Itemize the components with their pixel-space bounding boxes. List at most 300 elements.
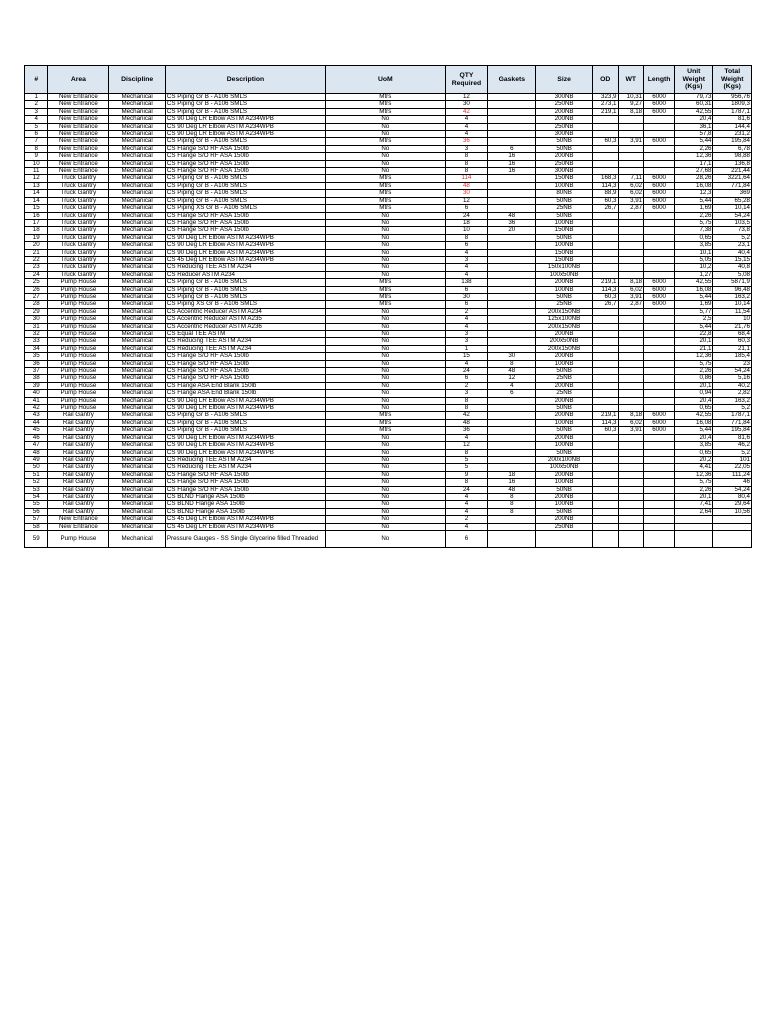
cell-size: 100NB	[536, 360, 593, 367]
cell-discipline: Mechanical	[109, 301, 166, 308]
cell-qty: 6	[445, 242, 488, 249]
cell-area: Pump House	[48, 390, 109, 397]
cell-wt	[618, 516, 644, 523]
cell-gaskets: 16	[488, 153, 536, 160]
cell-size: 200NB	[536, 516, 593, 523]
col-header-number: #	[25, 66, 48, 94]
cell-gaskets: 8	[488, 493, 536, 500]
cell-qty: 2	[445, 308, 488, 315]
cell-area: Truck Gantry	[48, 182, 109, 189]
cell-length	[644, 368, 675, 375]
table-row	[25, 101, 752, 108]
cell-size: 50NB	[536, 508, 593, 515]
cell-uom: Mtrs	[326, 293, 446, 300]
cell-unit-weight: 12,36	[675, 471, 713, 478]
cell-description: CS Reducing TEE ASTM A234	[165, 264, 325, 271]
cell-od	[592, 131, 618, 138]
cell-od	[592, 353, 618, 360]
cell-size: 200x150NB	[536, 323, 593, 330]
cell-od: 273,1	[592, 101, 618, 108]
cell-qty: 24	[445, 368, 488, 375]
cell-qty: 24	[445, 212, 488, 219]
cell-od	[592, 434, 618, 441]
cell-description: CS Flange ASA End Blank 150lb	[165, 382, 325, 389]
cell-wt: 8,18	[618, 108, 644, 115]
cell-uom: No	[326, 212, 446, 219]
cell-size: 200NB	[536, 493, 593, 500]
cell-length	[644, 160, 675, 167]
cell-gaskets: 6	[488, 145, 536, 152]
cell-length	[644, 212, 675, 219]
cell-size: 50NB	[536, 138, 593, 145]
cell-number: 5	[25, 123, 48, 130]
cell-description: CS Piping Gr B - A106 SMLS	[165, 190, 325, 197]
cell-size: 50NB	[536, 145, 593, 152]
cell-qty: 30	[445, 101, 488, 108]
table-row	[25, 212, 752, 219]
cell-description: CS Piping XS Gr B - A106 SMLS	[165, 205, 325, 212]
cell-od	[592, 116, 618, 123]
cell-discipline: Mechanical	[109, 434, 166, 441]
cell-uom: No	[326, 434, 446, 441]
cell-total-weight: 46	[713, 479, 752, 486]
cell-uom: No	[326, 168, 446, 175]
cell-number: 1	[25, 94, 48, 101]
cell-discipline: Mechanical	[109, 464, 166, 471]
cell-gaskets	[488, 427, 536, 434]
cell-od	[592, 397, 618, 404]
cell-wt	[618, 523, 644, 530]
cell-number: 57	[25, 516, 48, 523]
cell-length: 6000	[644, 175, 675, 182]
cell-total-weight: 1787,1	[713, 412, 752, 419]
cell-length	[644, 442, 675, 449]
cell-total-weight: 54,24	[713, 486, 752, 493]
cell-od	[592, 486, 618, 493]
cell-length	[644, 405, 675, 412]
table-row	[25, 108, 752, 115]
cell-number: 52	[25, 479, 48, 486]
cell-area: Truck Gantry	[48, 205, 109, 212]
cell-uom: No	[326, 264, 446, 271]
cell-number: 14	[25, 197, 48, 204]
table-row	[25, 94, 752, 101]
cell-uom: No	[326, 353, 446, 360]
cell-size: 150NB	[536, 227, 593, 234]
cell-number: 27	[25, 293, 48, 300]
cell-wt	[618, 508, 644, 515]
table-row	[25, 434, 752, 441]
cell-length	[644, 308, 675, 315]
cell-length	[644, 493, 675, 500]
table-row	[25, 286, 752, 293]
cell-number: 17	[25, 219, 48, 226]
cell-od	[592, 493, 618, 500]
cell-wt: 6,02	[618, 286, 644, 293]
cell-size: 300NB	[536, 131, 593, 138]
cell-unit-weight: 1,69	[675, 205, 713, 212]
cell-uom: Mtrs	[326, 182, 446, 189]
cell-unit-weight: 3,85	[675, 242, 713, 249]
cell-od: 219,1	[592, 412, 618, 419]
cell-size: 200NB	[536, 116, 593, 123]
cell-number: 2	[25, 101, 48, 108]
table-row	[25, 160, 752, 167]
cell-length	[644, 264, 675, 271]
cell-discipline: Mechanical	[109, 160, 166, 167]
cell-size: 200NB	[536, 353, 593, 360]
cell-length: 6000	[644, 412, 675, 419]
cell-gaskets	[488, 442, 536, 449]
cell-unit-weight: 21,1	[675, 345, 713, 352]
cell-od	[592, 479, 618, 486]
cell-od: 26,7	[592, 301, 618, 308]
cell-qty: 30	[445, 190, 488, 197]
table-row	[25, 449, 752, 456]
cell-gaskets	[488, 242, 536, 249]
cell-wt	[618, 153, 644, 160]
cell-total-weight: 73,8	[713, 227, 752, 234]
cell-length	[644, 234, 675, 241]
cell-description: CS BLND Flange ASA 150lb	[165, 493, 325, 500]
cell-unit-weight: 1,69	[675, 301, 713, 308]
cell-description: CS 45 Deg LR Elbow ASTM A234WPB	[165, 256, 325, 263]
cell-length: 6000	[644, 286, 675, 293]
cell-wt	[618, 242, 644, 249]
cell-wt	[618, 345, 644, 352]
table-row	[25, 116, 752, 123]
cell-unit-weight: 16,08	[675, 286, 713, 293]
table-row	[25, 486, 752, 493]
cell-description: CS Reducing TEE ASTM A234	[165, 338, 325, 345]
cell-size: 200x150NB	[536, 345, 593, 352]
cell-qty: 4	[445, 360, 488, 367]
cell-area: Rail Gantry	[48, 486, 109, 493]
table-row	[25, 375, 752, 382]
cell-wt	[618, 160, 644, 167]
cell-description: CS Flange ASA End Blank 150lb	[165, 390, 325, 397]
cell-size: 200NB	[536, 434, 593, 441]
cell-unit-weight: 12,36	[675, 153, 713, 160]
cell-unit-weight: 5,75	[675, 219, 713, 226]
table-row	[25, 271, 752, 278]
cell-number: 19	[25, 234, 48, 241]
cell-area: Truck Gantry	[48, 175, 109, 182]
cell-wt: 3,91	[618, 197, 644, 204]
cell-size: 100NB	[536, 479, 593, 486]
cell-wt	[618, 131, 644, 138]
cell-unit-weight: 3,85	[675, 442, 713, 449]
cell-number: 4	[25, 116, 48, 123]
cell-number: 31	[25, 323, 48, 330]
cell-length	[644, 323, 675, 330]
cell-qty: 8	[445, 405, 488, 412]
table-row	[25, 419, 752, 426]
cell-unit-weight: 22,8	[675, 331, 713, 338]
cell-gaskets	[488, 464, 536, 471]
cell-discipline: Mechanical	[109, 108, 166, 115]
cell-length	[644, 249, 675, 256]
cell-unit-weight: 0,94	[675, 390, 713, 397]
cell-unit-weight: 1,27	[675, 271, 713, 278]
cell-gaskets	[488, 138, 536, 145]
cell-wt	[618, 323, 644, 330]
cell-length	[644, 271, 675, 278]
cell-number: 26	[25, 286, 48, 293]
cell-gaskets	[488, 108, 536, 115]
cell-total-weight: 221,44	[713, 168, 752, 175]
cell-area: Pump House	[48, 279, 109, 286]
cell-total-weight: 144,4	[713, 123, 752, 130]
cell-od	[592, 123, 618, 130]
cell-number: 53	[25, 486, 48, 493]
cell-total-weight: 22,05	[713, 464, 752, 471]
cell-gaskets	[488, 345, 536, 352]
cell-uom: No	[326, 486, 446, 493]
cell-number: 20	[25, 242, 48, 249]
cell-wt	[618, 234, 644, 241]
cell-description: CS 90 Deg LR Elbow ASTM A234WPB	[165, 449, 325, 456]
cell-wt	[618, 456, 644, 463]
cell-description: CS Reducing TEE ASTM A234	[165, 456, 325, 463]
cell-gaskets	[488, 301, 536, 308]
cell-qty: 4	[445, 131, 488, 138]
cell-total-weight: 5,2	[713, 405, 752, 412]
cell-total-weight: 771,84	[713, 419, 752, 426]
table-row	[25, 205, 752, 212]
cell-discipline: Mechanical	[109, 501, 166, 508]
cell-description: CS 90 Deg LR Elbow ASTM A234WPB	[165, 405, 325, 412]
cell-size: 50NB	[536, 405, 593, 412]
cell-gaskets	[488, 434, 536, 441]
cell-area: New Entrance	[48, 523, 109, 530]
cell-area: Pump House	[48, 345, 109, 352]
cell-wt	[618, 331, 644, 338]
table-row	[25, 360, 752, 367]
cell-od	[592, 145, 618, 152]
cell-size: 250NB	[536, 160, 593, 167]
cell-wt: 8,18	[618, 412, 644, 419]
cell-area: Rail Gantry	[48, 493, 109, 500]
cell-discipline: Mechanical	[109, 286, 166, 293]
cell-area: Pump House	[48, 338, 109, 345]
cell-description: CS BLND Flange ASA 150lb	[165, 508, 325, 515]
cell-discipline: Mechanical	[109, 131, 166, 138]
cell-description: CS 90 Deg LR Elbow ASTM A234WPB	[165, 249, 325, 256]
cell-length	[644, 316, 675, 323]
cell-description: CS 90 Deg LR Elbow ASTM A234WPB	[165, 397, 325, 404]
cell-discipline: Mechanical	[109, 368, 166, 375]
cell-total-weight: 21,76	[713, 323, 752, 330]
cell-area: Rail Gantry	[48, 464, 109, 471]
cell-unit-weight: 57,8	[675, 131, 713, 138]
cell-number: 44	[25, 419, 48, 426]
cell-od: 114,3	[592, 286, 618, 293]
cell-discipline: Mechanical	[109, 375, 166, 382]
cell-number: 11	[25, 168, 48, 175]
material-takeoff-table	[24, 65, 752, 548]
cell-unit-weight: 5,44	[675, 197, 713, 204]
cell-length: 6000	[644, 419, 675, 426]
table-row	[25, 471, 752, 478]
cell-size: 300NB	[536, 168, 593, 175]
cell-size: 50NB	[536, 293, 593, 300]
cell-total-weight: 29,64	[713, 501, 752, 508]
cell-total-weight: 369	[713, 190, 752, 197]
cell-total-weight: 1787,1	[713, 108, 752, 115]
cell-number: 15	[25, 205, 48, 212]
cell-total-weight: 5871,9	[713, 279, 752, 286]
cell-area: New Entrance	[48, 123, 109, 130]
cell-qty: 8	[445, 153, 488, 160]
cell-wt	[618, 168, 644, 175]
cell-total-weight: 65,28	[713, 197, 752, 204]
cell-size: 200x50NB	[536, 338, 593, 345]
cell-unit-weight: 28,26	[675, 175, 713, 182]
cell-gaskets: 12	[488, 375, 536, 382]
cell-uom: No	[326, 219, 446, 226]
cell-gaskets	[488, 175, 536, 182]
cell-total-weight: 5,2	[713, 234, 752, 241]
table-row	[25, 138, 752, 145]
cell-length	[644, 168, 675, 175]
cell-qty: 6	[445, 530, 488, 547]
cell-size: 80NB	[536, 190, 593, 197]
cell-uom: Mtrs	[326, 197, 446, 204]
table-row	[25, 530, 752, 547]
table-row	[25, 345, 752, 352]
cell-od	[592, 449, 618, 456]
cell-size: 50NB	[536, 234, 593, 241]
cell-wt	[618, 271, 644, 278]
table-row	[25, 145, 752, 152]
cell-description: CS Piping XS Gr B - A106 SMLS	[165, 301, 325, 308]
cell-description: CS Accentric Reducer ASTM A236	[165, 323, 325, 330]
cell-uom: No	[326, 382, 446, 389]
cell-discipline: Mechanical	[109, 242, 166, 249]
cell-discipline: Mechanical	[109, 175, 166, 182]
cell-area: Rail Gantry	[48, 456, 109, 463]
cell-unit-weight: 5,44	[675, 427, 713, 434]
cell-wt: 9,27	[618, 101, 644, 108]
cell-wt	[618, 390, 644, 397]
cell-area: Pump House	[48, 353, 109, 360]
table-row	[25, 256, 752, 263]
cell-qty: 2	[445, 516, 488, 523]
table-row	[25, 338, 752, 345]
cell-number: 23	[25, 264, 48, 271]
cell-size: 50NB	[536, 449, 593, 456]
cell-total-weight: 81,6	[713, 116, 752, 123]
cell-od	[592, 271, 618, 278]
cell-gaskets	[488, 116, 536, 123]
cell-length	[644, 338, 675, 345]
cell-uom: Mtrs	[326, 108, 446, 115]
cell-uom: No	[326, 153, 446, 160]
cell-qty: 4	[445, 123, 488, 130]
cell-qty: 4	[445, 323, 488, 330]
cell-total-weight: 10	[713, 316, 752, 323]
cell-area: New Entrance	[48, 145, 109, 152]
cell-od	[592, 471, 618, 478]
cell-wt	[618, 360, 644, 367]
cell-area: Pump House	[48, 301, 109, 308]
cell-size: 100NB	[536, 286, 593, 293]
cell-size: 100NB	[536, 219, 593, 226]
cell-od	[592, 501, 618, 508]
cell-uom: No	[326, 123, 446, 130]
cell-length: 6000	[644, 138, 675, 145]
cell-number: 42	[25, 405, 48, 412]
cell-gaskets	[488, 123, 536, 130]
cell-number: 32	[25, 331, 48, 338]
cell-qty: 5	[445, 464, 488, 471]
cell-total-weight: 185,4	[713, 353, 752, 360]
cell-discipline: Mechanical	[109, 182, 166, 189]
table-row	[25, 397, 752, 404]
cell-unit-weight: 42,55	[675, 108, 713, 115]
cell-area: Pump House	[48, 530, 109, 547]
table-row	[25, 168, 752, 175]
cell-description: CS 45 Deg LR Elbow ASTM A234WPB	[165, 516, 325, 523]
cell-gaskets	[488, 412, 536, 419]
cell-discipline: Mechanical	[109, 523, 166, 530]
cell-number: 25	[25, 279, 48, 286]
cell-qty: 4	[445, 508, 488, 515]
cell-uom: No	[326, 256, 446, 263]
cell-uom: Mtrs	[326, 301, 446, 308]
table-row	[25, 175, 752, 182]
cell-area: Truck Gantry	[48, 219, 109, 226]
cell-number: 37	[25, 368, 48, 375]
cell-uom: No	[326, 516, 446, 523]
cell-uom: No	[326, 160, 446, 167]
cell-discipline: Mechanical	[109, 234, 166, 241]
cell-number: 7	[25, 138, 48, 145]
table-row	[25, 301, 752, 308]
cell-number: 56	[25, 508, 48, 515]
cell-discipline: Mechanical	[109, 249, 166, 256]
cell-number: 41	[25, 397, 48, 404]
cell-discipline: Mechanical	[109, 264, 166, 271]
cell-total-weight: 231,2	[713, 131, 752, 138]
cell-area: Pump House	[48, 368, 109, 375]
cell-number: 39	[25, 382, 48, 389]
cell-unit-weight: 2,26	[675, 368, 713, 375]
cell-unit-weight: 5,44	[675, 323, 713, 330]
cell-discipline: Mechanical	[109, 227, 166, 234]
cell-description: CS Flange S/O RF ASA 150lb	[165, 375, 325, 382]
cell-uom: Mtrs	[326, 175, 446, 182]
cell-description: CS 90 Deg LR Elbow ASTM A234WPB	[165, 434, 325, 441]
cell-number: 21	[25, 249, 48, 256]
cell-size: 200x100NB	[536, 456, 593, 463]
cell-qty: 1	[445, 345, 488, 352]
cell-od	[592, 227, 618, 234]
table-row	[25, 382, 752, 389]
cell-discipline: Mechanical	[109, 382, 166, 389]
cell-uom: No	[326, 442, 446, 449]
table-row	[25, 353, 752, 360]
cell-unit-weight: 2,26	[675, 486, 713, 493]
cell-total-weight: 60,3	[713, 338, 752, 345]
table-row	[25, 219, 752, 226]
cell-qty: 6	[445, 301, 488, 308]
cell-area: Truck Gantry	[48, 271, 109, 278]
cell-area: Pump House	[48, 405, 109, 412]
cell-gaskets	[488, 101, 536, 108]
col-header-wt: WT	[618, 66, 644, 94]
